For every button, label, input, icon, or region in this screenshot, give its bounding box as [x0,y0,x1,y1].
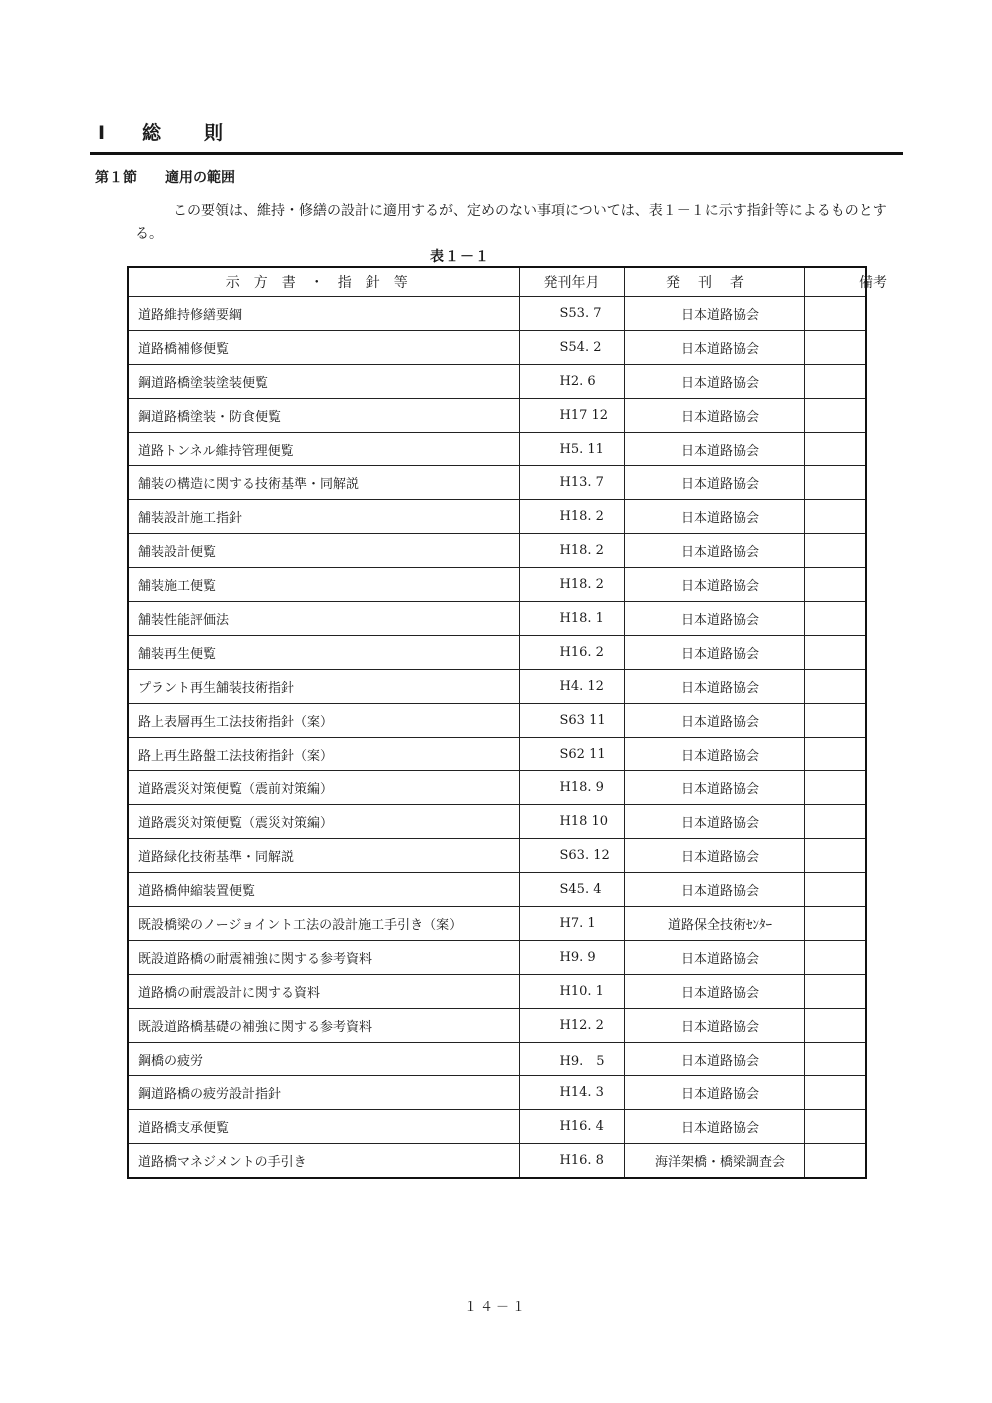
row-publisher: 日本道路協会 [624,669,804,703]
row-publisher: 日本道路協会 [624,805,804,839]
table-row [128,873,866,907]
table-row [128,432,866,466]
page-number: １４－１ [463,1300,528,1315]
table-row [128,805,866,839]
row-date: S54. 2 [519,330,624,364]
row-date: H16. 2 [519,635,624,669]
row-date: H5. 11 [519,432,624,466]
row-title: 舗装再生便覧 [128,635,519,669]
row-title: 鋼道路橋塗装・防食便覧 [128,398,519,432]
row-publisher: 日本道路協会 [624,1008,804,1042]
row-note [804,771,866,805]
row-publisher: 日本道路協会 [624,602,804,636]
table-row [128,330,866,364]
row-publisher: 日本道路協会 [624,364,804,398]
row-publisher: 日本道路協会 [624,330,804,364]
row-date: H10. 1 [519,974,624,1008]
guidelines-table [127,266,887,1179]
header-note [804,267,887,297]
row-date: H18. 2 [519,500,624,534]
row-title: 鋼橋の疲労 [128,1042,519,1076]
table-caption: 表１－１ [430,249,490,265]
row-title: 道路トンネル維持管理便覧 [128,432,519,466]
row-publisher: 日本道路協会 [624,297,804,331]
table-row [128,1110,866,1144]
row-note [804,466,866,500]
row-note [804,500,866,534]
row-date: S45. 4 [519,873,624,907]
header-date: 発刊年月 [519,267,624,297]
row-title: 道路震災対策便覧（震災対策編） [128,805,519,839]
row-publisher: 日本道路協会 [624,1042,804,1076]
row-title: 路上再生路盤工法技術指針（案） [128,737,519,771]
row-date: H7. 1 [519,907,624,941]
row-title: 道路維持修繕要綱 [128,297,519,331]
table-row [128,568,866,602]
chapter-heading [98,118,223,145]
row-title: 既設道路橋基礎の補強に関する参考資料 [128,1008,519,1042]
table-row [128,466,866,500]
row-date: S63. 12 [519,839,624,873]
row-note [804,330,866,364]
table-row [128,500,866,534]
table-row [128,907,866,941]
row-note [804,297,866,331]
row-date: S63 11 [519,703,624,737]
row-title: 既設橋梁のノージョイント工法の設計施工手引き（案） [128,907,519,941]
row-title: 既設道路橋の耐震補強に関する参考資料 [128,940,519,974]
row-note [804,703,866,737]
row-title: 舗装設計便覧 [128,534,519,568]
row-title: 道路橋補修便覧 [128,330,519,364]
row-date: H18. 9 [519,771,624,805]
row-note [804,635,866,669]
row-publisher: 日本道路協会 [624,398,804,432]
table-row [128,364,866,398]
chapter-number: Ⅰ [98,122,106,144]
table-row [128,297,866,331]
table-row [128,1008,866,1042]
row-date: H9. 5 [519,1042,624,1076]
table-row [128,635,866,669]
row-publisher: 日本道路協会 [624,500,804,534]
row-note [804,398,866,432]
row-publisher: 日本道路協会 [624,466,804,500]
heading-rule [90,152,903,155]
row-date: H9. 9 [519,940,624,974]
header-publisher: 発刊者 [624,267,804,297]
table-row [128,602,866,636]
row-title: 路上表層再生工法技術指針（案） [128,703,519,737]
table-row [128,398,866,432]
row-note [804,534,866,568]
row-publisher: 海洋架橋・橋梁調査会 [624,1144,804,1178]
row-date: H4. 12 [519,669,624,703]
row-title: 道路橋マネジメントの手引き [128,1144,519,1178]
table-row [128,703,866,737]
row-publisher: 日本道路協会 [624,568,804,602]
row-title: 舗装の構造に関する技術基準・同解説 [128,466,519,500]
header-note-label: 備考 [859,275,887,291]
row-note [804,839,866,873]
table-row [128,771,866,805]
row-date: H16. 8 [519,1144,624,1178]
row-note [804,805,866,839]
row-date: H18. 1 [519,602,624,636]
section-number: 第１節 [95,170,137,186]
row-note [804,974,866,1008]
row-note [804,907,866,941]
table-row [128,534,866,568]
chapter-title-char-2: 則 [204,122,224,144]
row-title: 道路橋の耐震設計に関する資料 [128,974,519,1008]
row-date: H18 10 [519,805,624,839]
table-header-row [128,267,866,297]
row-note [804,568,866,602]
row-date: H2. 6 [519,364,624,398]
row-publisher: 日本道路協会 [624,635,804,669]
row-publisher: 日本道路協会 [624,737,804,771]
chapter-title-char-1: 総 [142,122,162,144]
row-publisher: 日本道路協会 [624,940,804,974]
row-date: H13. 7 [519,466,624,500]
row-date: H16. 4 [519,1110,624,1144]
row-note [804,669,866,703]
row-date: H12. 2 [519,1008,624,1042]
table-row [128,737,866,771]
row-title: 舗装施工便覧 [128,568,519,602]
row-note [804,1110,866,1144]
table-row [128,940,866,974]
row-title: 道路橋伸縮装置便覧 [128,873,519,907]
row-note [804,873,866,907]
row-publisher: 日本道路協会 [624,974,804,1008]
row-title: 道路橋支承便覧 [128,1110,519,1144]
row-publisher: 日本道路協会 [624,534,804,568]
row-title: 道路震災対策便覧（震前対策編） [128,771,519,805]
row-title: プラント再生舗装技術指針 [128,669,519,703]
row-title: 道路緑化技術基準・同解説 [128,839,519,873]
row-note [804,1042,866,1076]
row-publisher: 日本道路協会 [624,839,804,873]
row-note [804,1144,866,1178]
table-row [128,1144,866,1178]
row-publisher: 日本道路協会 [624,703,804,737]
row-date: H18. 2 [519,568,624,602]
row-publisher: 日本道路協会 [624,771,804,805]
table-row [128,974,866,1008]
row-note [804,737,866,771]
row-title: 舗装性能評価法 [128,602,519,636]
row-date: H17 12 [519,398,624,432]
row-note [804,1008,866,1042]
row-note [804,940,866,974]
table-row [128,1076,866,1110]
row-title: 鋼道路橋の疲労設計指針 [128,1076,519,1110]
table-row [128,839,866,873]
section-title: 適用の範囲 [165,170,235,186]
row-note [804,1076,866,1110]
table-row [128,1042,866,1076]
section-heading [95,167,235,187]
row-publisher: 日本道路協会 [624,1076,804,1110]
row-publisher: 道路保全技術ｾﾝﾀｰ [624,907,804,941]
row-date: S53. 7 [519,297,624,331]
row-date: H18. 2 [519,534,624,568]
row-date: S62 11 [519,737,624,771]
row-title: 鋼道路橋塗装塗装便覧 [128,364,519,398]
row-note [804,364,866,398]
row-publisher: 日本道路協会 [624,432,804,466]
row-publisher: 日本道路協会 [624,873,804,907]
row-title: 舗装設計施工指針 [128,500,519,534]
intro-paragraph: この要領は、維持・修繕の設計に適用するが、定めのない事項については、表１－１に示す指針等によるものとする。 [135,203,887,242]
row-date: H14. 3 [519,1076,624,1110]
header-title: 示方書・指針等 [128,267,519,297]
row-note [804,602,866,636]
row-note [804,432,866,466]
table-row [128,669,866,703]
row-publisher: 日本道路協会 [624,1110,804,1144]
